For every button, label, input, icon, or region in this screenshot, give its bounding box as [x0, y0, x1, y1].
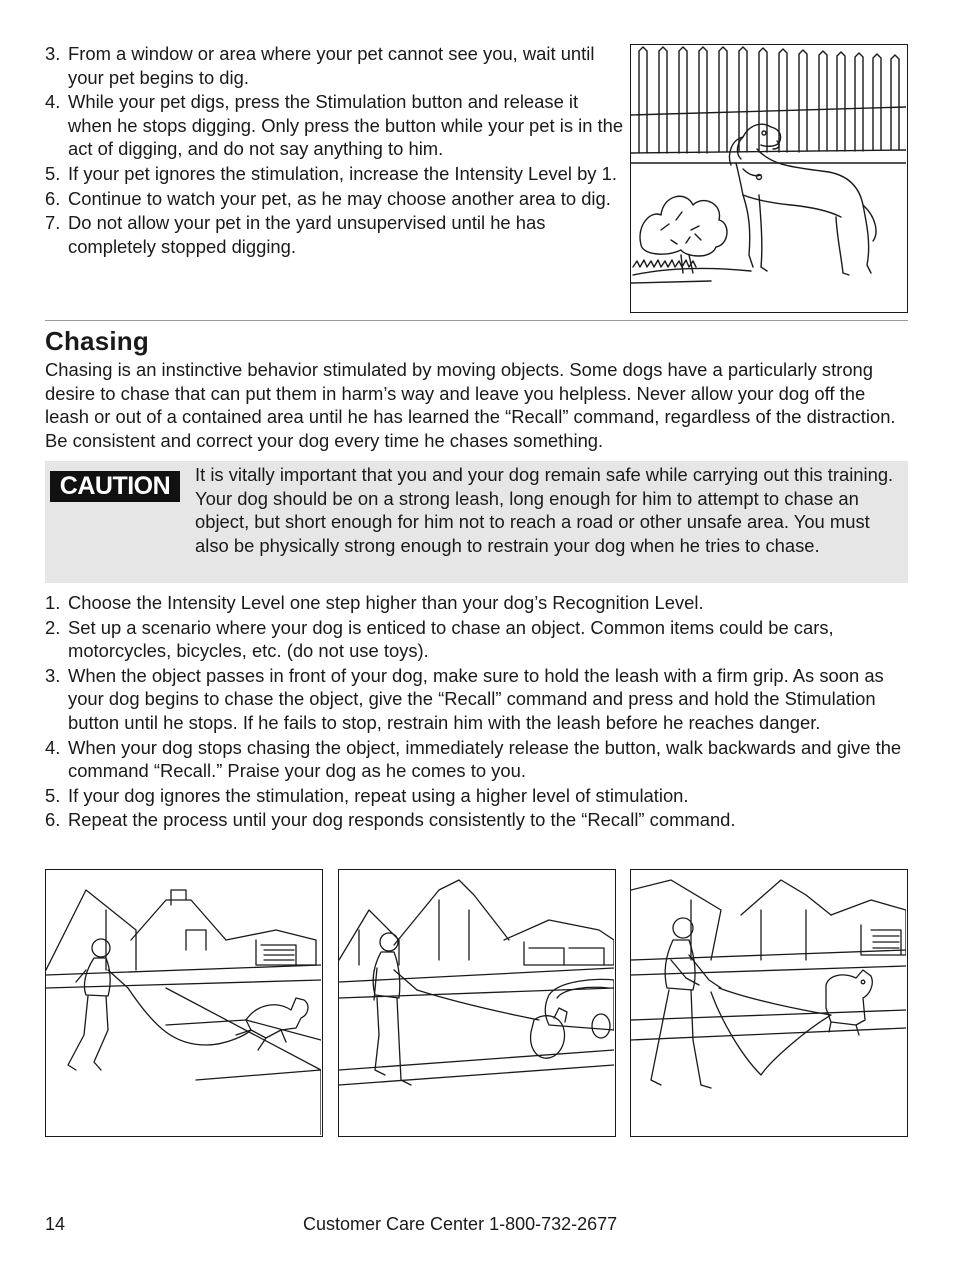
person-drawing: [68, 939, 128, 1070]
list-item: 5. If your pet ignores the stimulation, increase the Intensity Level by 1.: [45, 162, 617, 184]
house-drawing: [131, 890, 226, 940]
list-item: 6. Continue to watch your pet, as he may choose another area to dig.: [45, 187, 611, 209]
list-item: 5. If your dog ignores the stimulation, repeat using a higher level of stimulation.: [45, 784, 689, 806]
list-item: 1. Choose the Intensity Level one step higher than your dog’s Recognition Level.: [45, 592, 704, 613]
digging-steps-list: [45, 42, 625, 259]
road-drawing: [46, 965, 321, 1070]
caution-label: CAUTION: [50, 471, 180, 502]
chasing-steps-list: [45, 591, 913, 833]
page-number: 14: [45, 1214, 66, 1234]
list-item: 3. When the object passes in front of your dog, make sure to hold the leash with a firm grip. As soon as your dog begins to chase the object, give the “Recall” command and press and hold the Stimulation button until he stops. If he fails to stop, restrain him with the leash before he reaches danger.: [45, 664, 884, 733]
chase-illustration-1: [45, 869, 323, 1137]
caution-text: It is vitally important that you and your dog remain safe while carrying out this training. Your dog should be on a strong leash, long enough for him to attempt to chase an object, but short enough for him not to reach a road or other unsafe area. You must also be physically strong enough to restrain your dog when he tries to chase.: [195, 464, 894, 556]
list-item: 7. Do not allow your pet in the yard unsupervised until he has completely stopped digging.: [45, 212, 546, 257]
list-item: 3. From a window or area where your pet cannot see you, wait until your pet begins to dig.: [45, 43, 595, 88]
list-item: 4. While your pet digs, press the Stimulation button and release it when he stops digging. Only press the button while your pet is in the act of digging, and do not say anything to him.: [45, 91, 624, 160]
house-drawing: [741, 880, 831, 960]
person-drawing: [373, 933, 417, 1085]
garage-drawing: [831, 900, 906, 955]
dog-drawing: [531, 1008, 567, 1058]
house-drawing: [394, 880, 509, 960]
footer-contact: Customer Care Center 1-800-732-2677: [303, 1214, 618, 1234]
road-drawing: [631, 950, 906, 1040]
house-drawing: [339, 910, 399, 965]
leash-drawing: [128, 988, 251, 1045]
garage-drawing: [504, 920, 614, 965]
list-item: 2. Set up a scenario where your dog is enticed to chase an object. Common items could be cars, motorcycles, bicycles, etc. (do not use toys).: [45, 616, 834, 662]
shrub-drawing: [631, 196, 751, 283]
house-drawing: [46, 890, 136, 970]
dog-drawing: [826, 970, 872, 1035]
chase-illustration-2: [338, 869, 616, 1137]
list-item: 6. Repeat the process until your dog responds consistently to the “Recall” command.: [45, 809, 736, 831]
list-item: 4. When your dog stops chasing the object, immediately release the button, walk backwards and give the command “Recall.” Praise your dog as he comes to you.: [45, 736, 902, 782]
car-drawing: [545, 979, 614, 1038]
dog-in-yard-illustration: [630, 44, 908, 313]
grass-drawing: [633, 260, 696, 267]
person-drawing: [651, 918, 721, 1088]
section-heading: Chasing: [45, 326, 149, 356]
section-intro: Chasing is an instinctive behavior stimulated by moving objects. Some dogs have a particularly strong desire to chase that can put them in harm’s way and leave you helpless. Never allow your dog off the leash or out of a contained area until he has learned the “Recall” command, regardless of the distraction. Be consistent and correct your dog every time he chases something.: [45, 359, 896, 451]
dog-drawing: [236, 998, 308, 1050]
chase-illustration-3: [630, 869, 908, 1137]
dog-drawing: [730, 124, 876, 275]
fence-drawing: [631, 47, 906, 163]
section-divider: [45, 320, 908, 321]
